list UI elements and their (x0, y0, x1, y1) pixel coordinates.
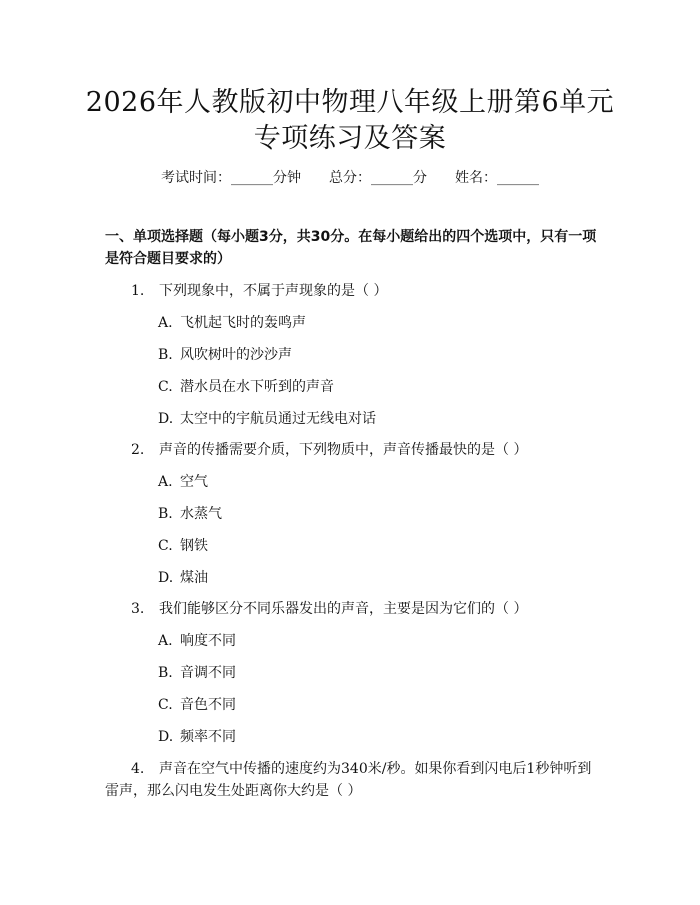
question-2 (105, 439, 600, 461)
question-text: 声音在空气中传播的速度约为340米/秒。如果你看到闪电后1秒钟听到雷声，那么闪电发生处距离你大约是（ ） (105, 761, 592, 799)
exam-info-row (0, 168, 700, 188)
option-text: 风吹树叶的沙沙声 (180, 347, 292, 363)
option-letter: C. (158, 538, 173, 554)
question-number: 4. (131, 761, 145, 777)
option-text: 响度不同 (180, 633, 236, 649)
option-text: 音调不同 (180, 665, 236, 681)
question-text: 下列现象中，不属于声现象的是（ ） (159, 283, 388, 299)
question-4 (105, 758, 600, 802)
question-text: 我们能够区分不同乐器发出的声音，主要是因为它们的（ ） (159, 601, 528, 617)
option-1a (158, 313, 306, 333)
option-letter: B. (158, 347, 173, 363)
option-2c (158, 536, 208, 556)
option-3d (158, 727, 236, 747)
option-2a (158, 472, 208, 492)
question-number: 3. (131, 601, 145, 617)
option-text: 空气 (180, 474, 208, 490)
option-text: 水蒸气 (180, 506, 222, 522)
option-letter: D. (158, 411, 174, 427)
option-text: 潜水员在水下听到的声音 (180, 379, 334, 395)
option-1d (158, 409, 376, 429)
option-2d (158, 568, 208, 588)
option-letter: D. (158, 729, 174, 745)
option-1b (158, 345, 292, 365)
page-title-line-1: 2026年人教版初中物理八年级上册第6单元 (85, 87, 615, 118)
question-3 (105, 598, 600, 620)
option-text: 频率不同 (180, 729, 236, 745)
option-letter: A. (158, 633, 173, 649)
question-text: 声音的传播需要介质，下列物质中，声音传播最快的是（ ） (159, 442, 528, 458)
option-letter: A. (158, 315, 173, 331)
question-1 (105, 280, 600, 302)
option-1c (158, 377, 334, 397)
page-title-line-2: 专项练习及答案 (253, 123, 447, 154)
section-heading-single-choice: 一、单项选择题（每小题3分，共30分。在每小题给出的四个选项中，只有一项是符合题目要求的） (105, 229, 597, 267)
option-text: 音色不同 (180, 697, 236, 713)
option-letter: D. (158, 570, 174, 586)
option-text: 太空中的宇航员通过无线电对话 (180, 411, 376, 427)
exam-time-field: 考试时间：______分钟 (161, 170, 301, 186)
option-letter: C. (158, 697, 173, 713)
question-number: 1. (131, 283, 145, 299)
option-letter: C. (158, 379, 173, 395)
option-text: 煤油 (180, 570, 208, 586)
option-3c (158, 695, 236, 715)
option-letter: B. (158, 506, 173, 522)
option-2b (158, 504, 222, 524)
option-text: 钢铁 (180, 538, 208, 554)
option-letter: B. (158, 665, 173, 681)
question-number: 2. (131, 442, 145, 458)
total-score-field: 总分：______分 (329, 170, 427, 186)
option-3a (158, 631, 236, 651)
student-name-field: 姓名：______ (455, 170, 539, 186)
option-letter: A. (158, 474, 173, 490)
option-text: 飞机起飞时的轰鸣声 (180, 315, 306, 331)
option-3b (158, 663, 236, 683)
